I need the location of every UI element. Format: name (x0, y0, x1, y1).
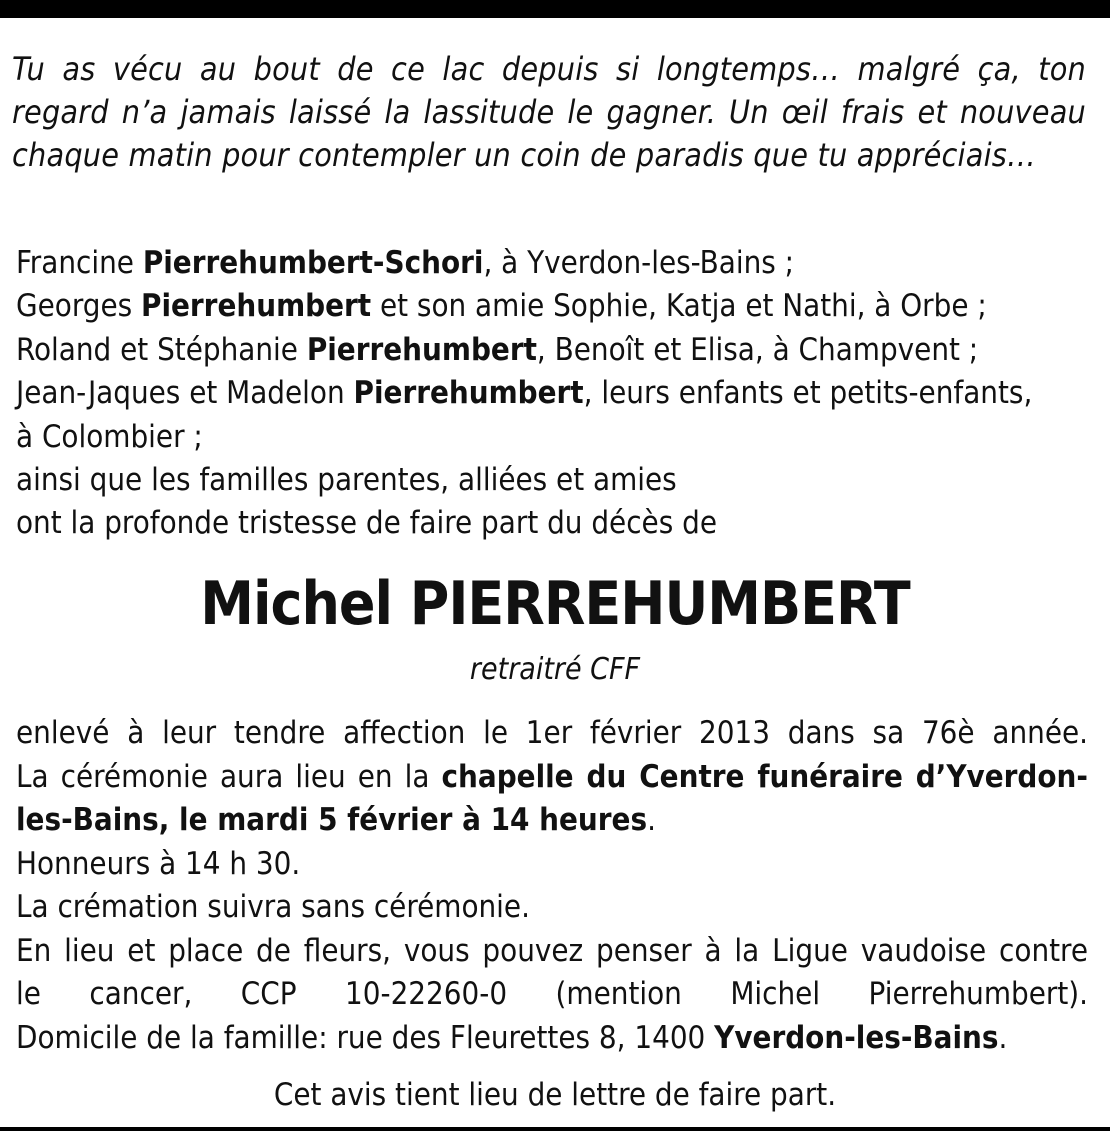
ceremony-text: . (647, 802, 656, 838)
family-text: et son amie Sophie, Katja et Nathi, à Orbe ; (371, 288, 987, 325)
family-text: Roland et Stéphanie (16, 331, 307, 368)
domicile-text: . (998, 1019, 1008, 1056)
family-line (16, 329, 1090, 372)
family-text: Jean-Jaques et Madelon (16, 375, 354, 412)
deceased-name: Michel PIERREHUMBERT (200, 569, 910, 639)
ceremony-date: les-Bains, le mardi 5 février à 14 heures (16, 802, 648, 838)
ceremony-place: chapelle du Centre funéraire d’Yverdon- (441, 758, 1088, 795)
family-text: , Benoît et Elisa, à Champvent ; (536, 331, 979, 368)
family-text: Georges (16, 288, 142, 325)
family-text: Francine (16, 245, 143, 281)
cremation-line: La crémation suivra sans cérémonie. (16, 889, 530, 925)
family-line: ainsi que les familles parentes, alliées et amies (16, 462, 677, 499)
family-list (16, 242, 1090, 546)
footer-note: Cet avis tient lieu de lettre de faire part. (273, 1077, 837, 1113)
ceremony-text: La cérémonie aura lieu en la (16, 758, 442, 795)
family-surname: Pierrehumbert (353, 375, 584, 412)
family-surname: Pierrehumbert (306, 331, 537, 368)
family-text: , à Yverdon-les-Bains ; (483, 245, 795, 281)
poem-text: Tu as vécu au bout de ce lac depuis si longtemps… malgré ça, ton regard n’a jamais laissé la lassitude le gagner. Un œil frais et nouveau chaque matin pour contempler un coin de paradis que tu appréciais… (12, 50, 1086, 174)
family-text: , leurs enfants et petits-enfants, (583, 375, 1033, 412)
honours-line: Honneurs à 14 h 30. (16, 845, 301, 882)
family-line (16, 285, 1090, 328)
donation-line: En lieu et place de fleurs, vous pouvez penser à la Ligue vaudoise contre (16, 932, 1088, 969)
bottom-rule (0, 1127, 1110, 1131)
domicile-city: Yverdon-les-Bains (714, 1019, 999, 1056)
deceased-role: retraitré CFF (469, 652, 641, 687)
family-line (16, 372, 1090, 415)
family-surname: Pierrehumbert-Schori (142, 245, 484, 281)
domicile-line (16, 1017, 1088, 1061)
domicile-text: Domicile de la famille: rue des Fleurettes 8, 1400 (16, 1019, 715, 1056)
family-line: à Colombier ; (16, 418, 203, 455)
top-rule (0, 0, 1110, 18)
donation-line: le cancer, CCP 10-22260-0 (mention Michel Pierrehumbert). (16, 976, 1088, 1012)
ceremony-line (16, 756, 1088, 800)
family-surname: Pierrehumbert (141, 288, 372, 325)
family-line (16, 242, 1090, 285)
announcement-details (16, 712, 1088, 1060)
details-line: enlevé à leur tendre affection le 1er février 2013 dans sa 76è année. (16, 715, 1088, 751)
ceremony-line (16, 799, 1088, 843)
family-line: ont la profonde tristesse de faire part du décès de (16, 505, 717, 542)
